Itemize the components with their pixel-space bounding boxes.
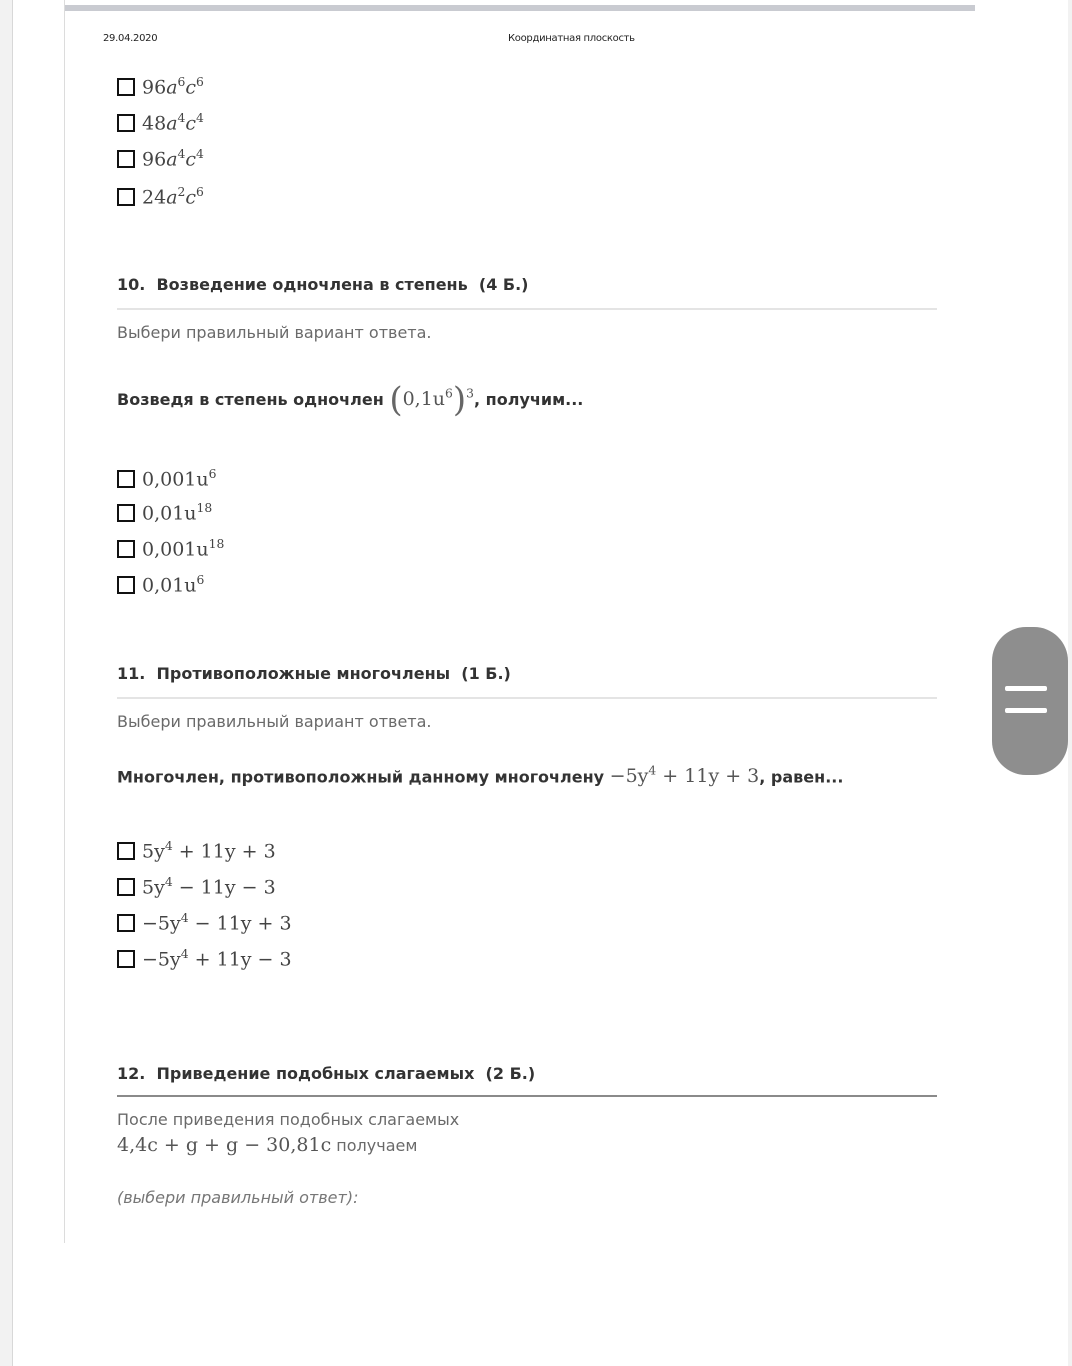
q12-line2 — [117, 1134, 417, 1156]
q9-option-3-expr: $96a^4c^4$ — [142, 147, 204, 171]
q10-points: (4 Б.) — [478, 275, 529, 294]
header-date: 29.04.2020 — [103, 33, 158, 44]
q11-option-2-expr: $5y^4 - 11y - 3$ — [142, 875, 276, 899]
q10-option-1-expr: $0,001u^6$ — [142, 467, 217, 491]
q11-number: 11. — [117, 664, 146, 683]
checkbox[interactable] — [117, 114, 135, 132]
q11-question — [117, 764, 843, 787]
q10-option-4[interactable] — [117, 570, 204, 600]
checkbox[interactable] — [117, 78, 135, 96]
q9-option-4-expr: $24a^2c^6$ — [142, 185, 204, 209]
q12-divider — [117, 1095, 937, 1097]
q11-option-4-expr: $-5y^4 + 11y - 3$ — [142, 947, 292, 971]
q11-option-4[interactable] — [117, 944, 292, 974]
q9-option-3[interactable] — [117, 144, 204, 174]
q10-hint: Выбери правильный вариант ответа. — [117, 323, 432, 342]
checkbox[interactable] — [117, 540, 135, 558]
q11-expression: $-5y^4 + 11y + 3$ — [609, 764, 760, 788]
q11-title: Противоположные многочлены — [156, 664, 451, 683]
viewer-right-margin — [1068, 0, 1072, 1366]
q11-option-2[interactable] — [117, 872, 276, 902]
q11-text-before: Многочлен, противоположный данному многочлену — [117, 767, 605, 787]
checkbox[interactable] — [117, 878, 135, 896]
q12-hint: (выбери правильный ответ): — [117, 1188, 359, 1207]
q10-option-4-expr: $0,01u^6$ — [142, 573, 205, 597]
q12-line1: После приведения подобных слагаемых — [117, 1110, 460, 1129]
page-top-border — [65, 5, 975, 11]
handle-grip-line-bottom — [1005, 708, 1047, 713]
q11-hint: Выбери правильный вариант ответа. — [117, 712, 432, 731]
q10-option-3[interactable] — [117, 534, 224, 564]
q10-option-1[interactable] — [117, 464, 217, 494]
q12-line2-suffix: получаем — [331, 1136, 418, 1155]
document-page — [64, 0, 975, 1243]
q11-option-1-expr: $5y^4 + 11y + 3$ — [142, 839, 276, 863]
q12-title: Приведение подобных слагаемых — [156, 1064, 475, 1083]
q11-option-3[interactable] — [117, 908, 292, 938]
checkbox[interactable] — [117, 576, 135, 594]
q12-number: 12. — [117, 1064, 146, 1083]
checkbox[interactable] — [117, 150, 135, 168]
q11-option-3-expr: $-5y^4 - 11y + 3$ — [142, 911, 292, 935]
checkbox[interactable] — [117, 914, 135, 932]
q9-option-1[interactable] — [117, 72, 204, 102]
handle-grip-line-top — [1005, 686, 1047, 691]
q10-number: 10. — [117, 275, 146, 294]
header-title: Координатная плоскость — [508, 33, 635, 44]
q12-heading — [117, 1064, 535, 1083]
q10-text-before: Возведя в степень одночлен — [117, 390, 384, 409]
q11-divider — [117, 697, 937, 699]
checkbox[interactable] — [117, 842, 135, 860]
q12-expression: 4,4c + g + g − 30,81c — [117, 1134, 332, 1156]
q10-divider — [117, 308, 937, 310]
q11-text-after: , равен... — [759, 767, 844, 787]
viewer-left-margin — [0, 0, 13, 1366]
q9-option-4[interactable] — [117, 182, 204, 212]
checkbox[interactable] — [117, 470, 135, 488]
q11-heading — [117, 664, 511, 683]
q10-title: Возведение одночлена в степень — [156, 275, 468, 294]
q12-points: (2 Б.) — [485, 1064, 536, 1083]
q10-option-2-expr: $0,01u^{18}$ — [142, 501, 213, 525]
q10-question — [117, 380, 583, 420]
q10-option-2[interactable] — [117, 498, 212, 528]
q9-option-2-expr: $48a^4c^4$ — [142, 111, 204, 135]
q9-option-2[interactable] — [117, 108, 204, 138]
q10-text-after: , получим... — [474, 390, 584, 409]
q10-heading — [117, 275, 528, 294]
checkbox[interactable] — [117, 504, 135, 522]
q10-option-3-expr: $0,001u^{18}$ — [142, 537, 225, 561]
scroll-handle[interactable] — [992, 627, 1068, 775]
q9-option-1-expr: $96a^6c^6$ — [142, 75, 204, 99]
checkbox[interactable] — [117, 950, 135, 968]
checkbox[interactable] — [117, 188, 135, 206]
q10-expression: $(0,1u^6)^3$ — [389, 380, 475, 420]
q11-option-1[interactable] — [117, 836, 276, 866]
q11-points: (1 Б.) — [461, 664, 511, 683]
